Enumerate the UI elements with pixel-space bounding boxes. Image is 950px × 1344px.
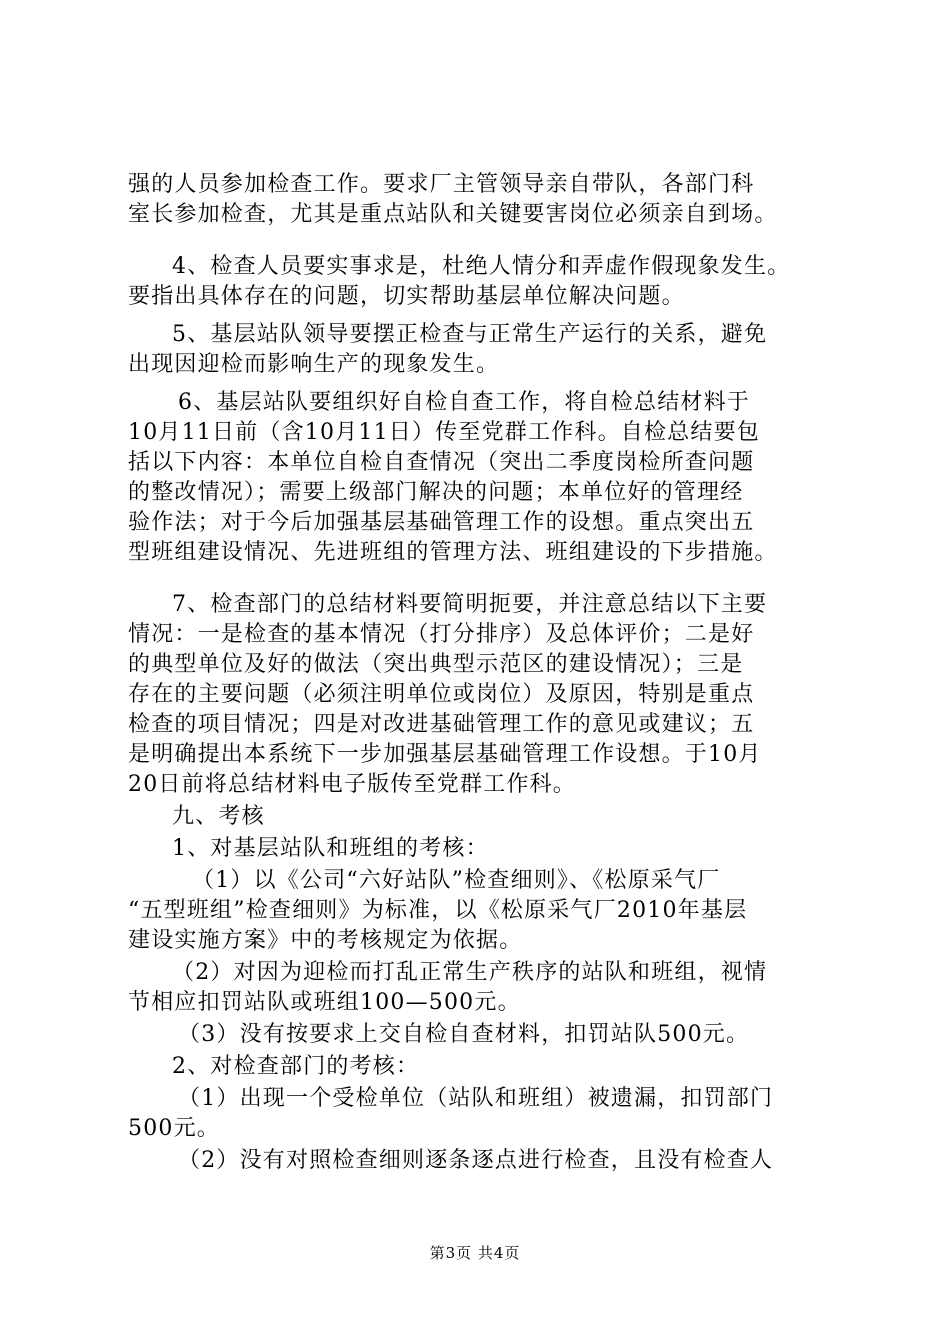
text-line: 6、基层站队要组织好自检自查工作，将自检总结材料于 [178, 390, 750, 415]
text-line: 强的人员参加检查工作。要求厂主管领导亲自带队，各部门科 [128, 172, 755, 197]
text-line: （2）没有对照检查细则逐条逐点进行检查，且没有检查人 [178, 1148, 774, 1173]
text-line: 情况：一是检查的基本情况（打分排序）及总体评价；二是好 [128, 622, 755, 647]
text-line: 1、对基层站队和班组的考核： [172, 836, 489, 861]
text-line: 2、对检查部门的考核： [172, 1054, 420, 1079]
text-line: 存在的主要问题（必须注明单位或岗位）及原因，特别是重点 [128, 682, 755, 707]
text-line: 的典型单位及好的做法（突出典型示范区的建设情况）；三是 [128, 652, 744, 677]
text-line: 要指出具体存在的问题，切实帮助基层单位解决问题。 [128, 284, 685, 309]
text-line: 节相应扣罚站队或班组100—500元。 [128, 990, 521, 1015]
text-line: 是明确提出本系统下一步加强基层基础管理工作设想。于10月 [128, 742, 762, 767]
text-line: 验作法；对于今后加强基层基础管理工作的设想。重点突出五 [128, 510, 755, 535]
text-line: 500元。 [128, 1116, 220, 1141]
page-number: 第3页 共4页 [429, 1244, 521, 1262]
text-line: 检查的项目情况；四是对改进基础管理工作的意见或建议；五 [128, 712, 755, 737]
text-line: （2）对因为迎检而打乱正常生产秩序的站队和班组，视情 [172, 960, 768, 985]
section-heading: 九、考核 [172, 804, 265, 829]
text-line: 20日前将总结材料电子版传至党群工作科。 [128, 772, 576, 797]
text-line: 括以下内容：本单位自检自查情况（突出二季度岗检所查问题 [128, 450, 755, 475]
text-line: 出现因迎检而影响生产的现象发生。 [128, 352, 500, 377]
text-line: （1）以《公司“六好站队”检查细则》、《松原采气厂 [192, 868, 721, 893]
text-line: 室长参加检查，尤其是重点站队和关键要害岗位必须亲自到场。 [128, 202, 778, 227]
text-line: （1）出现一个受检单位（站队和班组）被遗漏，扣罚部门 [178, 1086, 774, 1111]
text-line: 5、基层站队领导要摆正检查与正常生产运行的关系，避免 [172, 322, 768, 347]
text-line: “五型班组”检查细则》为标准，以《松原采气厂2010年基层 [128, 898, 748, 923]
text-line: 型班组建设情况、先进班组的管理方法、班组建设的下步措施。 [128, 540, 778, 565]
text-line: 4、检查人员要实事求是，杜绝人情分和弄虚作假现象发生。 [172, 254, 791, 279]
text-line: 7、检查部门的总结材料要简明扼要，并注意总结以下主要 [172, 592, 768, 617]
document-body [128, 170, 848, 1176]
text-line: 建设实施方案》中的考核规定为依据。 [128, 928, 523, 953]
text-line: 的整改情况）；需要上级部门解决的问题；本单位好的管理经 [128, 480, 744, 505]
text-line: （3）没有按要求上交自检自查材料，扣罚站队500元。 [178, 1022, 750, 1047]
text-line: 10月11日前（含10月11日）传至党群工作科。自检总结要包 [128, 420, 760, 445]
